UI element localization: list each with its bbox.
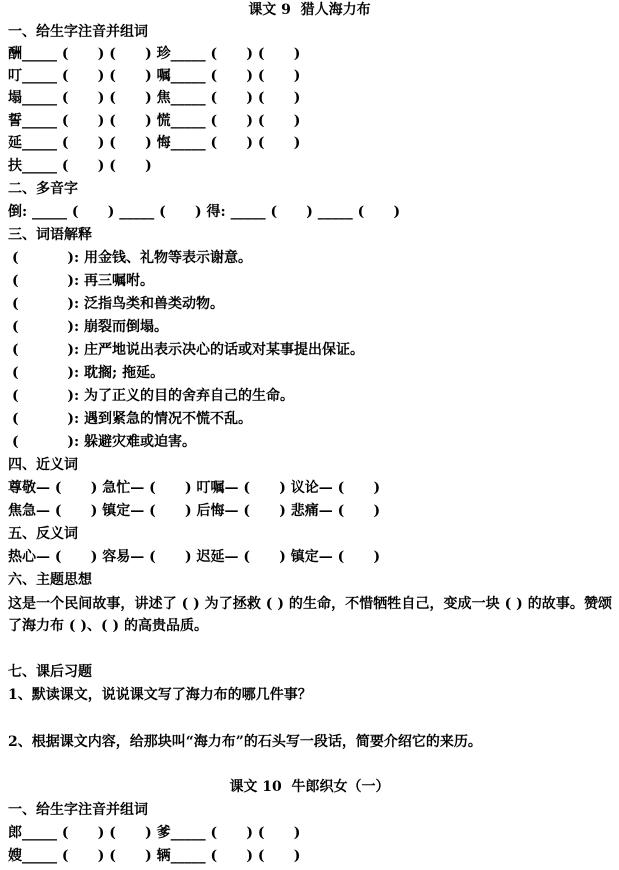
definition-row: ( ): 崩裂而倒塌。 [12,319,169,335]
definition-row: ( ): 用金钱、礼物等表示谢意。 [12,250,253,266]
section-2-heading: 二、多音字 [8,181,78,197]
theme-paragraph: 这是一个民间故事，讲述了 ( ) 为了拯救 ( ) 的生命，不惜牺牲自己，变成一块 ( ) 的故事。赞颂了海力布 ( )、( ) 的高贵品质。 [8,596,612,634]
section-1-heading: 一、给生字注音并组词 [8,24,148,40]
definition-row: ( ): 再三嘱咐。 [12,273,155,289]
definition-row: ( ): 庄严地说出表示决心的话或对某事提出保证。 [12,342,365,358]
char-row: 酬_____ ( ) ( ) 珍_____ ( ) ( ) [8,46,301,62]
definition-row: ( ): 遇到紧急的情况不慌不乱。 [12,411,253,427]
char-row: 嫂_____ ( ) ( ) 辆_____ ( ) ( ) [8,848,301,864]
lesson-10-section-1-heading: 一、给生字注音并组词 [8,802,148,818]
char-row: 塌_____ ( ) ( ) 焦_____ ( ) ( ) [8,90,301,106]
char-row: 扶_____ ( ) ( ) [8,158,152,174]
definition-row: ( ): 为了正义的目的舍弃自己的生命。 [12,388,295,404]
section-7-heading: 七、课后习题 [8,664,92,680]
char-row: 誓_____ ( ) ( ) 慌_____ ( ) ( ) [8,113,301,129]
section-3-heading: 三、词语解释 [8,227,92,243]
char-row: 郎_____ ( ) ( ) 爹_____ ( ) ( ) [8,825,301,841]
section-4-heading: 四、近义词 [8,457,78,473]
definition-row: ( ): 泛指鸟类和兽类动物。 [12,296,225,312]
char-row: 叮_____ ( ) ( ) 嘱_____ ( ) ( ) [8,68,301,84]
exercise-question-1: 1、默读课文，说说课文写了海力布的哪几件事？ [8,687,312,703]
polyphone-row: 倒: _____ ( ) _____ ( ) 得: _____ ( ) _____ ( ) [8,204,401,220]
section-6-heading: 六、主题思想 [8,572,92,588]
page-title-lesson-10: 课文 10 牛郎织女（一） [229,779,390,795]
definition-row: ( ): 耽搁; 拖延。 [12,365,165,381]
synonym-row: 焦急— ( ) 镇定— ( ) 后悔— ( ) 悲痛— ( ) [8,503,381,519]
definition-row: ( ): 躲避灾难或迫害。 [12,434,197,450]
char-row: 延_____ ( ) ( ) 悔_____ ( ) ( ) [8,135,301,151]
synonym-row: 尊敬— ( ) 急忙— ( ) 叮嘱— ( ) 议论— ( ) [8,480,381,496]
antonym-row: 热心— ( ) 容易— ( ) 迟延— ( ) 镇定— ( ) [8,549,381,565]
exercise-question-2: 2、根据课文内容，给那块叫“海力布”的石头写一段话，简要介绍它的来历。 [8,734,482,750]
section-5-heading: 五、反义词 [8,526,78,542]
page-title-lesson-9: 课文 9 猎人海力布 [248,2,371,18]
